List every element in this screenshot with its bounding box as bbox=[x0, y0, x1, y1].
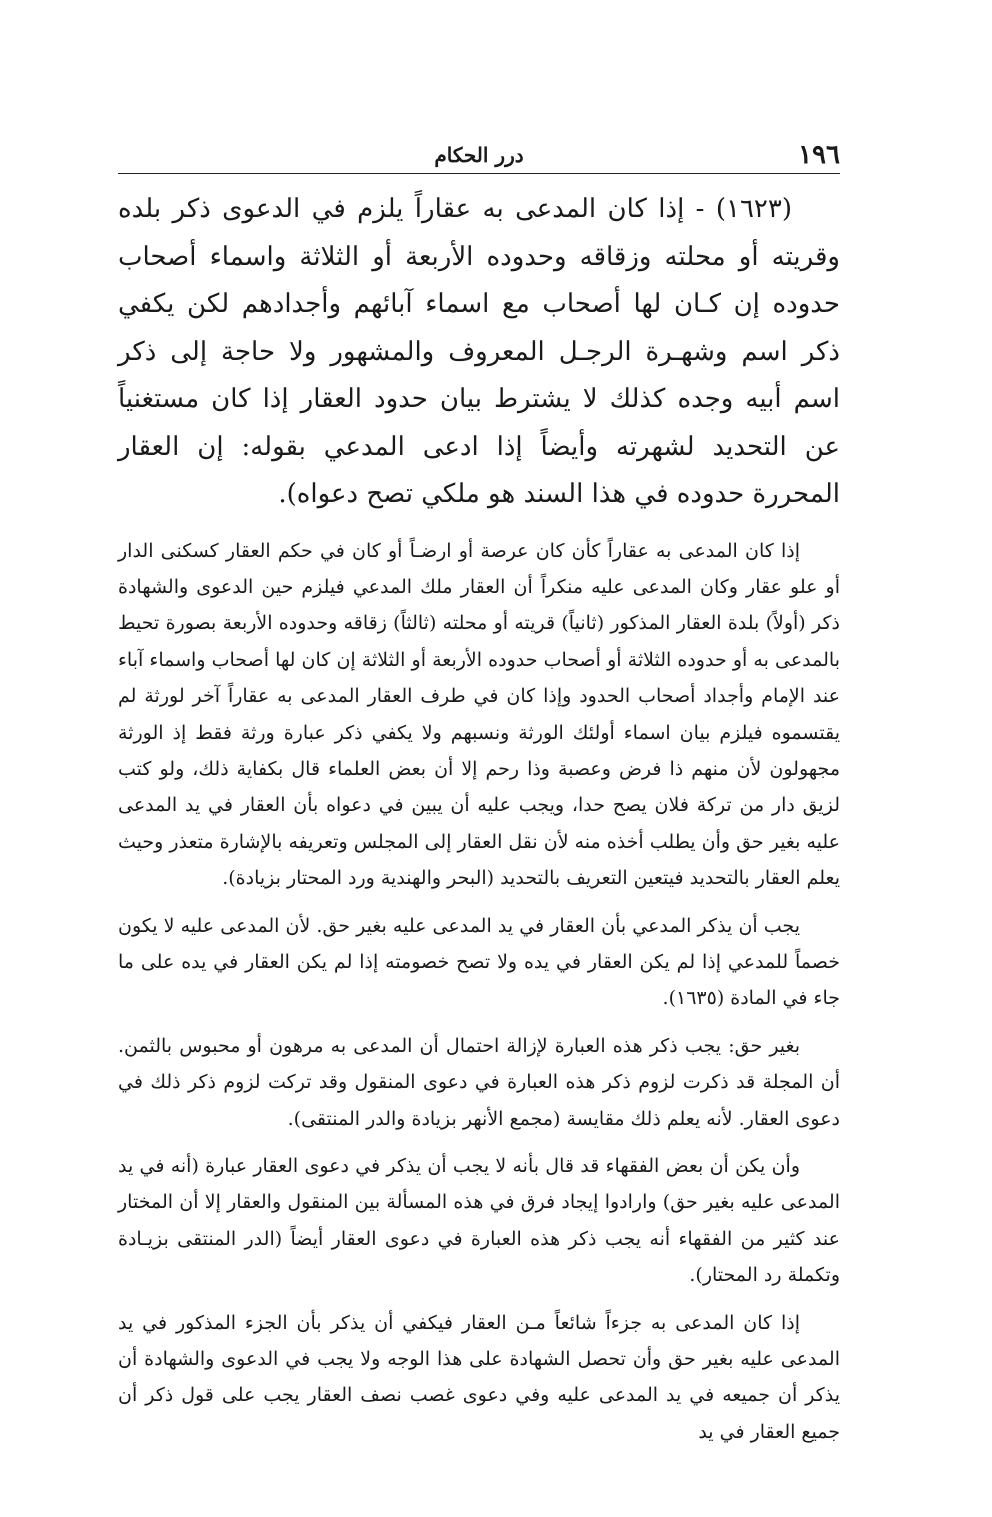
page-body bbox=[118, 186, 840, 1461]
article-text: (١٦٢٣) - إذا كان المدعى به عقاراً يلزم في الدعوى ذكر بلده وقريته أو محلته وزقاقه وحدوده الأربعة أو الثلاثة واسماء أصحاب حدوده إن كـان لها أصحاب مع اسماء آبائهم وأجدادهم لكن يكفي ذكر اسم وشهـرة الرجـل المعروف والمشهور ولا حاجة إلى ذكر اسم أبيه وجده كذلك لا يشترط بيان حدود العقار إذا كان مستغنياً عن التحديد لشهرته وأيضاً إذا ادعى المدعي بقوله: إن العقار المحررة حدوده في هذا السند هو ملكي تصح دعواه). bbox=[118, 194, 840, 509]
page-number: ١٩٦ bbox=[798, 140, 840, 170]
commentary-paragraph: إذا كان المدعى به جزءاً شائعاً مـن العقار فيكفي أن يذكر بأن الجزء المذكور في يد المدعى عليه بغير حق وأن تحصل الشهادة على هذا الوجه ولا يجب في الدعوى والشهادة أن يذكر أن جميعه في يد المدعى عليه وفي دعوى غصب نصف العقار يجب على قول ذكر أن جميع العقار في يد bbox=[118, 1311, 840, 1443]
header-rule bbox=[118, 173, 840, 174]
page-header bbox=[118, 138, 840, 172]
commentary-paragraph: وأن يكن أن بعض الفقهاء قد قال بأنه لا يجب أن يذكر في دعوى العقار عبارة (أنه في يد المدعى عليه بغير حق) وارادوا إيجاد فرق في هذه المسألة بين المنقول والعقار إلا أن المختار عند كثير من الفقهاء أنه يجب ذكر هذه العبارة في دعوى العقار أيضاً (الدر المنتقى بزيـادة وتكملة رد المحتار). bbox=[118, 1155, 840, 1287]
running-title: درر الحكام bbox=[434, 143, 524, 167]
commentary-paragraph: إذا كان المدعى به عقاراً كأن كان عرصة أو ارضـاً أو كان في حكم العقار كسكنى الدار أو علو عقار وكان المدعى عليه منكراً أن العقار ملك المدعي فيلزم حين الدعوى والشهادة ذكر (أولاً) بلدة العقار المذكور (ثانياً) قريته أو محلته (ثالثاً) زقاقه وحدوده الأربعة بصورة تحيط بالمدعى به أو حدوده الثلاثة أو أصحاب حدوده الأربعة أو الثلاثة إن كان لها أصحاب واسماء آباء عند الإمام وأجداد أصحاب الحدود وإذا كان في طرف العقار المدعى به عقاراً آخر لورثة لم يقتسموه فيلزم بيان اسماء أولئك الورثة ونسبهم ولا يكفي ذكر عبارة ورثة فقط إذ الورثة مجهولون لأن منهم ذا فرض وعصبة وذا رحم إلا أن بعض العلماء قال بكفاية ذلك، ولو كتب لزيق دار من تركة فلان يصح حدا، ويجب عليه أن يبين في دعواه بأن العقار في يد المدعى عليه بغير حق وأن يطلب أخذه منه لأن نقل العقار إلى المجلس وتعريفه بالإشارة متعذر وحيث يعلم العقار بالتحديد فيتعين التعريف بالتحديد (البحر والهندية ورد المحتار بزيادة). bbox=[118, 539, 840, 890]
commentary-paragraph: يجب أن يذكر المدعي بأن العقار في يد المدعى عليه بغير حق. لأن المدعى عليه لا يكون خصماً للمدعي إذا لم يكن العقار في يده ولا تصح خصومته إذا لم يكن العقار في يده على ما جاء في المادة (١٦٣٥). bbox=[118, 914, 840, 1010]
commentary-paragraph: بغير حق: يجب ذكر هذه العبارة لإزالة احتمال أن المدعى به مرهون أو محبوس بالثمن. أن المجلة قد ذكرت لزوم ذكر هذه العبارة في دعوى المنقول وقد تركت لزوم ذكر ذلك في دعوى العقار. لأنه يعلم ذلك مقايسة (مجمع الأنهر بزيادة والدر المنتقى). bbox=[118, 1034, 840, 1130]
